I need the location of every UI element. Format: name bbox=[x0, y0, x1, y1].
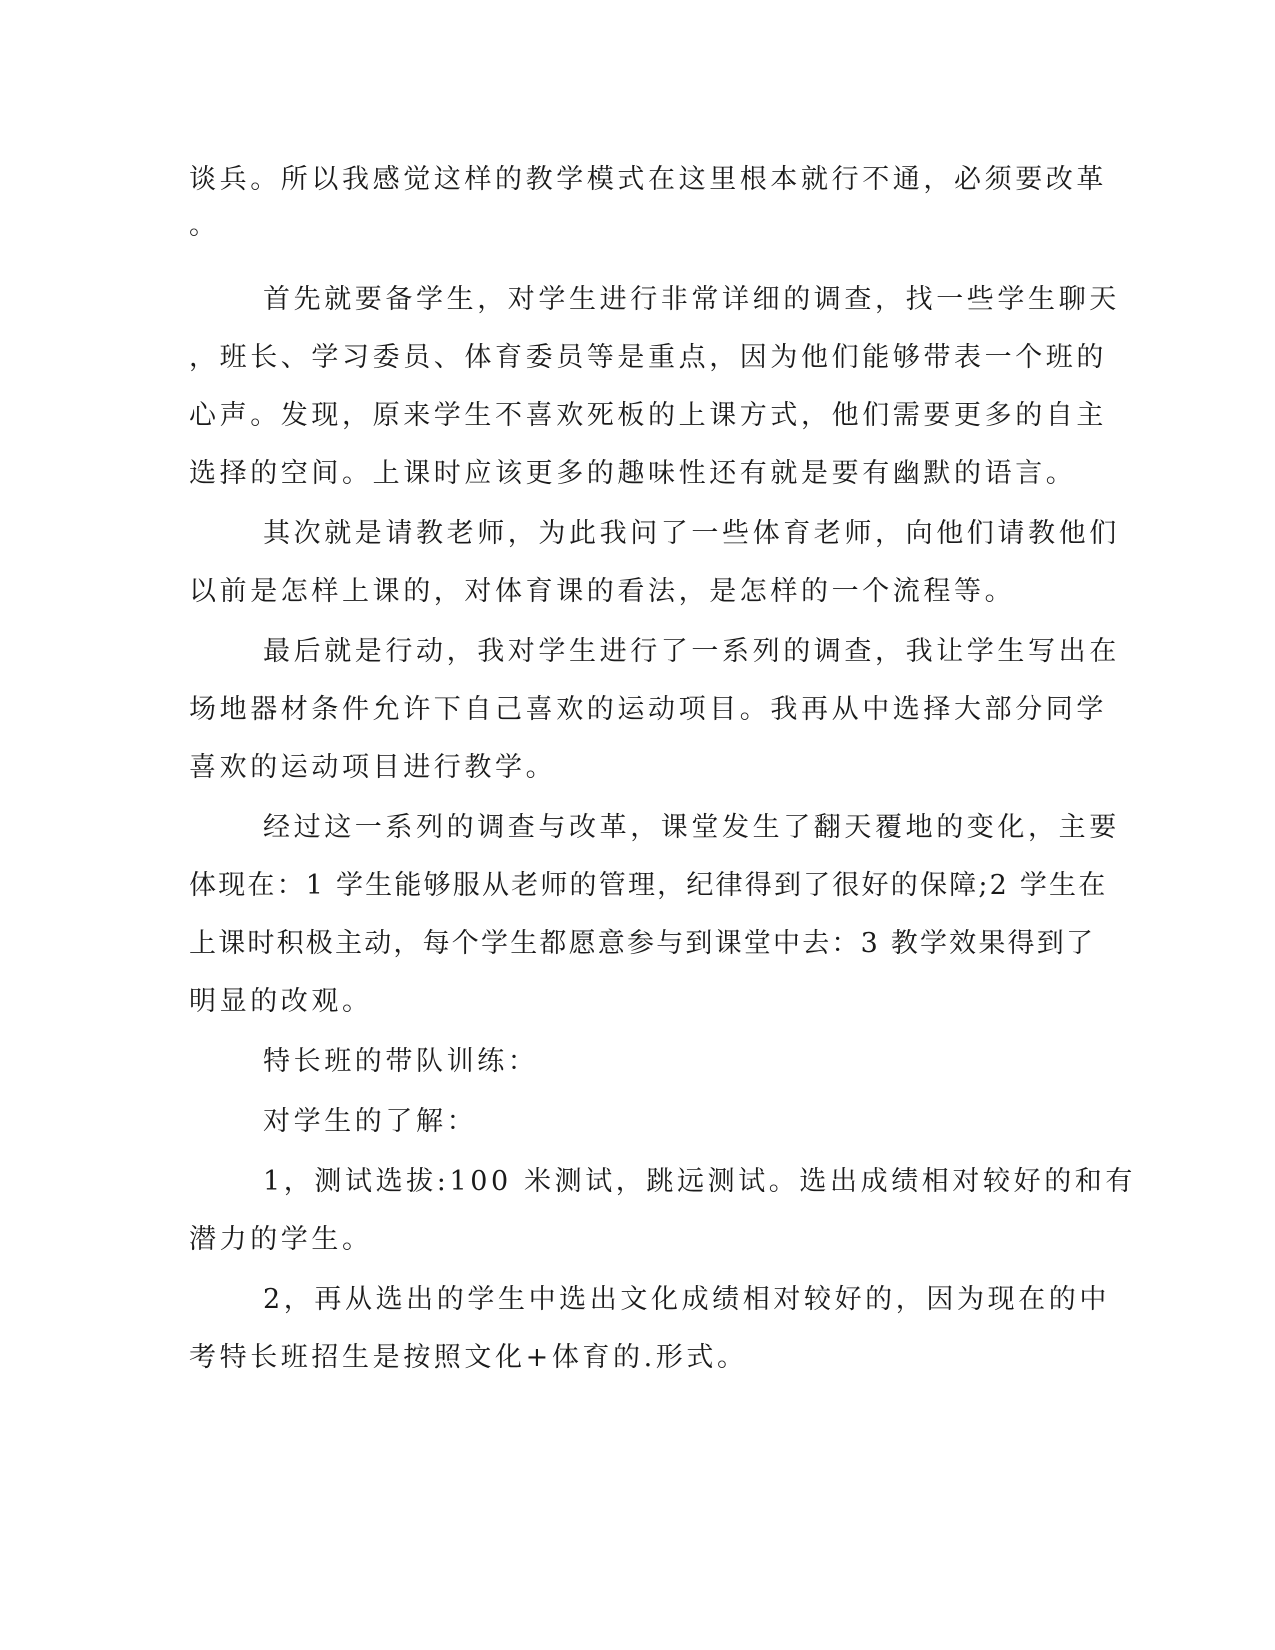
text-line: 明显的改观。 bbox=[189, 986, 373, 1017]
text-line: 潜力的学生。 bbox=[189, 1224, 373, 1255]
text-line: 选择的空间。上课时应该更多的趣味性还有就是要有幽默的语言。 bbox=[189, 458, 1077, 489]
list-item-1: 1，测试选拔:100 米测试，跳远测试。选出成绩相对较好的和有 bbox=[263, 1166, 1136, 1197]
paragraph-start: 其次就是请教老师，为此我问了一些体育老师，向他们请教他们 bbox=[263, 518, 1120, 549]
section-heading: 特长班的带队训练： bbox=[263, 1046, 539, 1077]
text-line: ，班长、学习委员、体育委员等是重点，因为他们能够带表一个班的 bbox=[189, 342, 1107, 373]
text-line: 场地器材条件允许下自己喜欢的运动项目。我再从中选择大部分同学 bbox=[189, 694, 1107, 725]
text-line: 上课时积极主动，每个学生都愿意参与到课堂中去：3 教学效果得到了 bbox=[189, 928, 1096, 959]
paragraph-start: 首先就要备学生，对学生进行非常详细的调查，找一些学生聊天 bbox=[263, 284, 1120, 315]
text-line: 心声。发现，原来学生不喜欢死板的上课方式，他们需要更多的自主 bbox=[189, 400, 1107, 431]
section-heading: 对学生的了解： bbox=[263, 1106, 478, 1137]
text-line: 喜欢的运动项目进行教学。 bbox=[189, 752, 557, 783]
text-line: 考特长班招生是按照文化+体育的.形式。 bbox=[189, 1342, 748, 1373]
text-line: 体现在：1 学生能够服从老师的管理，纪律得到了很好的保障;2 学生在 bbox=[189, 870, 1108, 901]
text-line: 以前是怎样上课的，对体育课的看法，是怎样的一个流程等。 bbox=[189, 576, 1016, 607]
paragraph-start: 最后就是行动，我对学生进行了一系列的调查，我让学生写出在 bbox=[263, 636, 1120, 667]
text-line: 谈兵。所以我感觉这样的教学模式在这里根本就行不通，必须要改革 bbox=[189, 164, 1107, 195]
text-line: 。 bbox=[189, 210, 220, 241]
paragraph-start: 经过这一系列的调查与改革，课堂发生了翻天覆地的变化，主要 bbox=[263, 812, 1120, 843]
list-item-2: 2，再从选出的学生中选出文化成绩相对较好的，因为现在的中 bbox=[263, 1284, 1110, 1315]
